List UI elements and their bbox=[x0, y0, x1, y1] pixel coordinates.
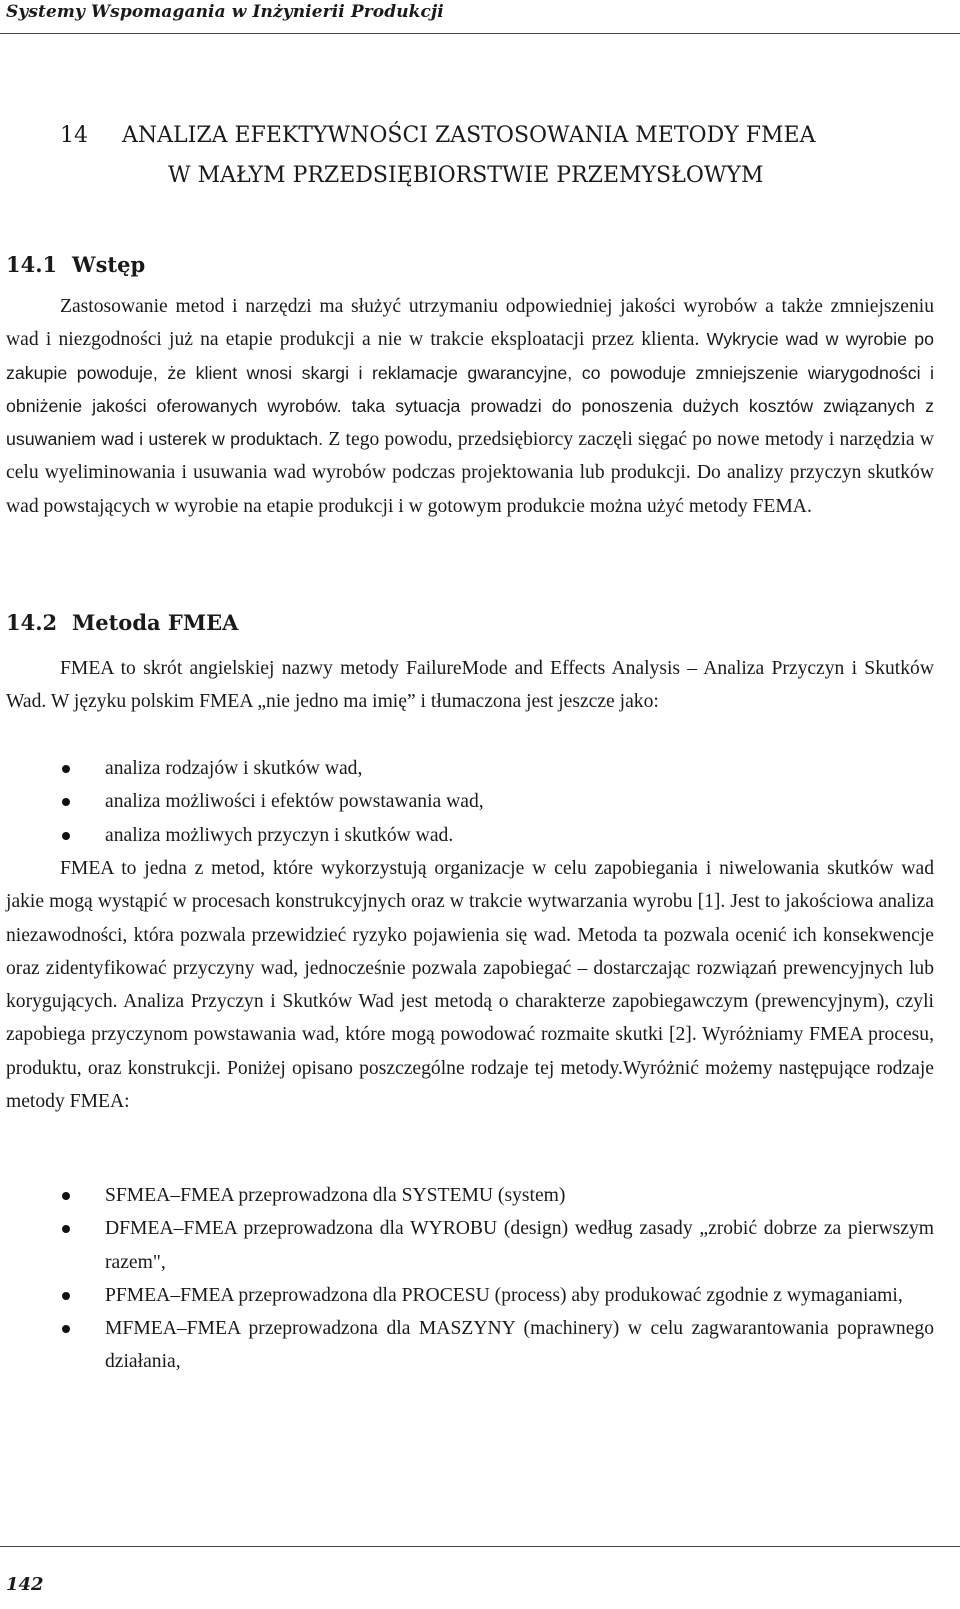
fmea-description-paragraph: FMEA to jedna z metod, które wykorzystują organizacje w celu zapobiegania i niwelowania skutków wad jakie mogą wystąpić w procesach konstrukcyjnych oraz w trakcie wytwarzania wyrobu [1]. Jest to jakościowa analiza niezawodności, która pozwala przewidzieć ryzyko pojawienia się wad. Metoda ta pozwala ocenić ich konsekwencje oraz zidentyfikować przyczyny wad, jednocześnie pozwala zapobiegać – dostarczając rozwiązań prewencyjnych lub korygujących. Analiza Przyczyn i Skutków Wad jest metodą o charakterze zapobiegawczym (prewencyjnym), czyli zapobiega przyczynom powstawania wad, które mogą powodować rozmaite skutki [2]. Wyróżniamy FMEA procesu, produktu, oraz konstrukcji. Poniżej opisano poszczególne rodzaje tej metody.Wyróżnić możemy następujące rodzaje metody FMEA: bbox=[6, 858, 934, 1113]
page-number: 142 bbox=[6, 1574, 44, 1595]
intro-text-serif: Zastosowanie metod i narzędzi ma służyć utrzymaniu odpowiedniej jakości wyrobów a także zmniejszeniu wad i niezgodności już na etapie produkcji a nie w trakcie eksploatacji przez klienta. bbox=[6, 296, 934, 351]
bullet-icon bbox=[62, 1225, 70, 1233]
bullet-icon bbox=[62, 798, 70, 806]
bullet-icon bbox=[62, 1292, 70, 1300]
chapter-number: 14 bbox=[60, 123, 88, 148]
bullet-icon bbox=[62, 765, 70, 773]
chapter-heading bbox=[60, 116, 920, 196]
section-number: 14.2 bbox=[6, 610, 58, 635]
intro-paragraph bbox=[6, 290, 934, 523]
list-item: analiza możliwych przyczyn i skutków wad. bbox=[6, 819, 934, 852]
running-header: Systemy Wspomagania w Inżynierii Produkcji bbox=[6, 2, 444, 22]
section-heading-2 bbox=[6, 608, 906, 638]
list-item: MFMEA–FMEA przeprowadzona dla MASZYNY (machinery) w celu zagwarantowania poprawnego działania, bbox=[6, 1312, 934, 1379]
chapter-title-line2: W MAŁYM PRZEDSIĘBIORSTWIE PRZEMYSŁOWYM bbox=[168, 163, 764, 188]
list-item: analiza rodzajów i skutków wad, bbox=[6, 752, 934, 785]
section-number: 14.1 bbox=[6, 252, 58, 277]
list-item: analiza możliwości i efektów powstawania wad, bbox=[6, 785, 934, 818]
section-title: Metoda FMEA bbox=[72, 610, 239, 635]
header-divider bbox=[0, 33, 960, 34]
list-item: PFMEA–FMEA przeprowadzona dla PROCESU (process) aby produkować zgodnie z wymaganiami, bbox=[6, 1279, 934, 1312]
list-item: SFMEA–FMEA przeprowadzona dla SYSTEMU (system) bbox=[6, 1179, 934, 1212]
fmea-intro-paragraph: FMEA to skrót angielskiej nazwy metody FailureMode and Effects Analysis – Analiza Przyczyn i Skutków Wad. W języku polskim FMEA „nie jedno ma imię” i tłumaczona jest jeszcze jako: bbox=[6, 658, 934, 713]
fmea-types-list bbox=[6, 1179, 934, 1379]
list-item: DFMEA–FMEA przeprowadzona dla WYROBU (design) według zasady „zrobić dobrze za pierwszym razem", bbox=[6, 1212, 934, 1279]
chapter-title-line1: ANALIZA EFEKTYWNOŚCI ZASTOSOWANIA METODY FMEA bbox=[122, 123, 816, 148]
section-title: Wstęp bbox=[72, 252, 146, 277]
fmea-names-list bbox=[6, 752, 934, 852]
footer-divider bbox=[0, 1546, 960, 1547]
intro-text-sans: Wykrycie wad w wyrobie po zakupie powoduje, że klient wnosi skargi i reklamacje gwarancyjne, co powoduje zmniejszenie wiarygodności i obniżenie jakości oferowanych wyrobów. taka sytuacja prowadzi do ponoszenia dużych kosztów związanych z usuwaniem wad i usterek w produktach. bbox=[6, 329, 934, 450]
bullet-icon bbox=[62, 1325, 70, 1333]
section-heading-1 bbox=[6, 250, 906, 280]
bullet-icon bbox=[62, 832, 70, 840]
bullet-icon bbox=[62, 1192, 70, 1200]
intro-text-serif-2: Z tego powodu, przedsiębiorcy zaczęli sięgać po nowe metody i narzędzia w celu wyeliminowania i usuwania wad wyrobów podczas projektowania lub produkcji. Do analizy przyczyn skutków wad powstających w wyrobie na etapie produkcji i w gotowym produkcie można użyć metody FEMA. bbox=[6, 429, 935, 517]
